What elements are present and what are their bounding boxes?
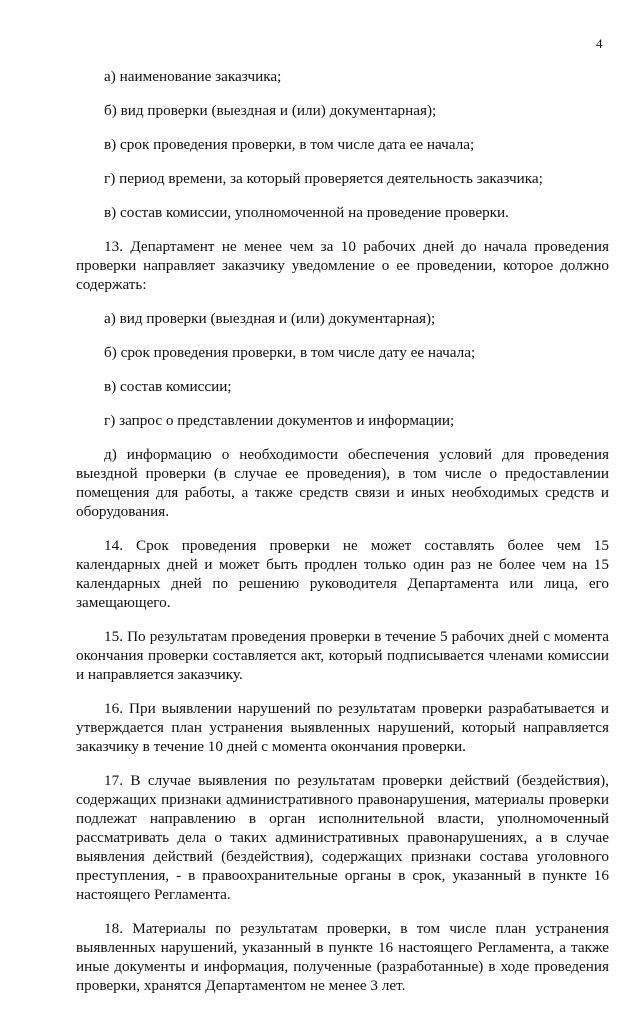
paragraph-item-v: в) срок проведения проверки, в том числе дата ее начала; <box>104 136 475 153</box>
paragraph-15: 15. По результатам проведения проверки в течение 5 рабочих дней с момента окончания проверки составляется акт, который подписывается членами комиссии и направляется заказчику. <box>76 628 609 683</box>
paragraph-13: 13. Департамент не менее чем за 10 рабочих дней до начала проведения проверки направляет заказчику уведомление о ее проведении, которое должно содержать: <box>76 238 609 293</box>
paragraph-17: 17. В случае выявления по результатам проверки действий (бездействия), содержащих признаки административного правонарушения, материалы проверки подлежат направлению в орган исполнительной власти, уполномоченный рассматривать дела о таких административных правонарушениях, а в случае выявления действий (бездействия), содержащих признаки состава уголовного преступления, - в правоохранительные органы в срок, указанный в пункте 16 настоящего Регламента. <box>76 772 609 903</box>
paragraph-13-item-a: а) вид проверки (выездная и (или) документарная); <box>104 310 436 327</box>
paragraph-item-b: б) вид проверки (выездная и (или) документарная); <box>104 102 437 119</box>
paragraph-18: 18. Материалы по результатам проверки, в том числе план устранения выявленных нарушений, указанный в пункте 16 настоящего Регламента, а также иные документы и информация, полученные (разработанные) в ходе проведения проверки, хранятся Департаментом не менее 3 лет. <box>76 920 609 994</box>
page-number: 4 <box>596 36 603 51</box>
paragraph-13-item-v: в) состав комиссии; <box>104 378 232 395</box>
paragraph-item-g: г) период времени, за который проверяется деятельность заказчика; <box>104 170 543 187</box>
paragraph-13-item-g: г) запрос о представлении документов и информации; <box>104 412 455 429</box>
paragraph-16: 16. При выявлении нарушений по результатам проверки разрабатывается и утверждается план устранения выявленных нарушений, который направляется заказчику в течение 10 дней с момента окончания проверки. <box>76 700 609 755</box>
paragraph-item-v2: в) состав комиссии, уполномоченной на проведение проверки. <box>104 204 509 221</box>
paragraph-14: 14. Срок проведения проверки не может составлять более чем 15 календарных дней и может быть продлен только один раз не более чем на 15 календарных дней по решению руководителя Департамента или лица, его замещающего. <box>76 537 609 611</box>
paragraph-13-item-b: б) срок проведения проверки, в том числе дату ее начала; <box>104 344 476 361</box>
paragraph-item-a: а) наименование заказчика; <box>104 68 282 85</box>
document-body <box>76 67 609 1010</box>
paragraph-13-item-d: д) информацию о необходимости обеспечения условий для проведения выездной проверки (в случае ее проведения), в том числе о предоставлении помещения для работы, а также средств связи и иных необходимых средств и оборудования. <box>76 446 609 520</box>
